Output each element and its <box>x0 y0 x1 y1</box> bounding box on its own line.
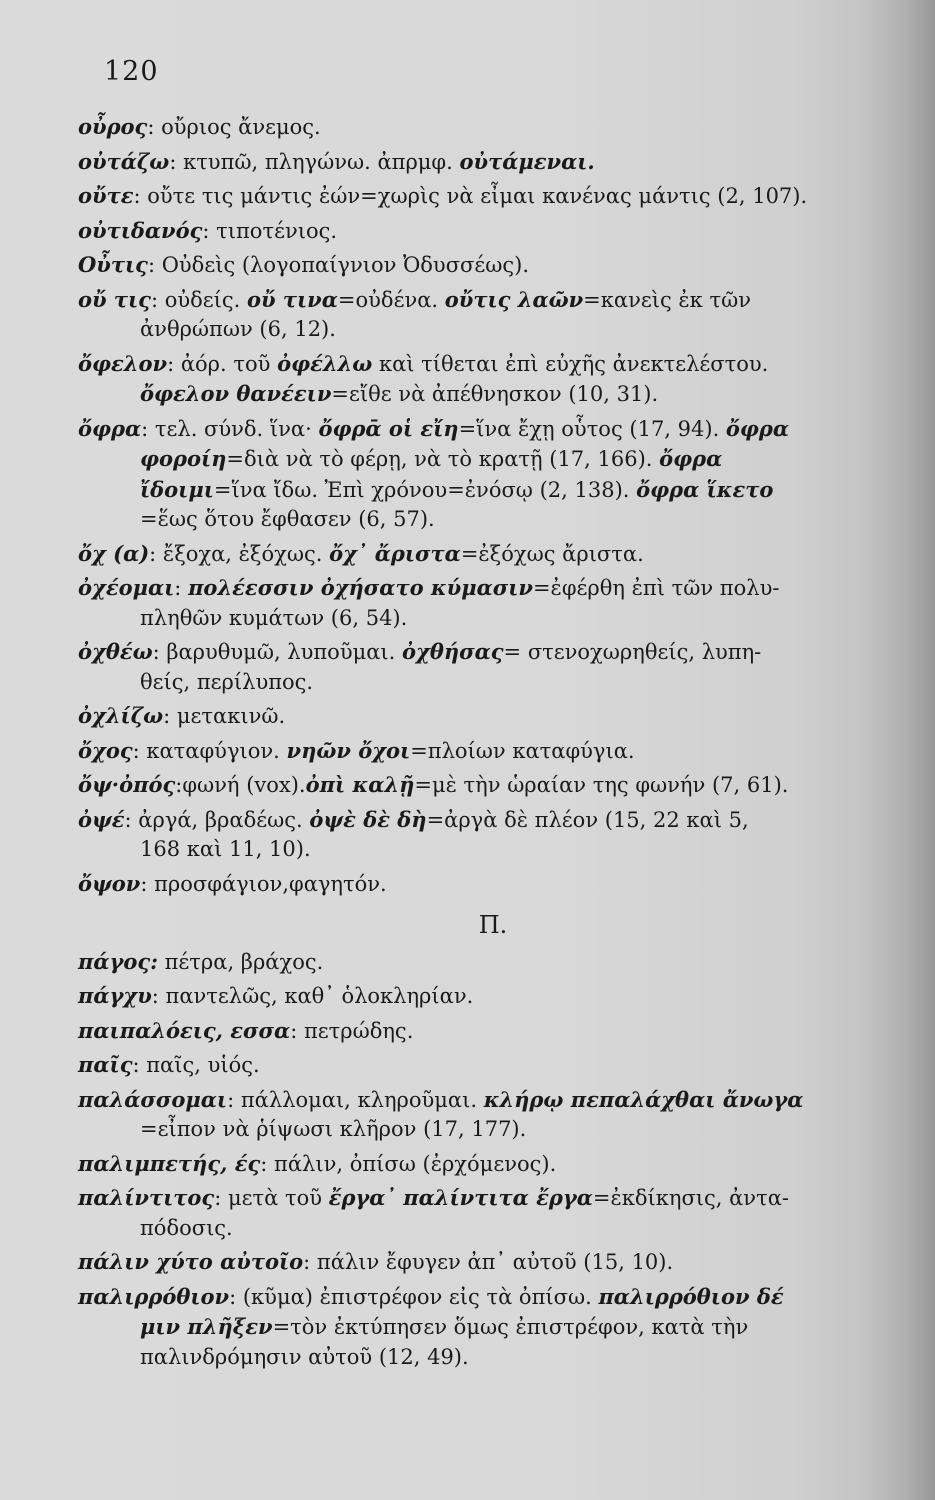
entry-continuation-line <box>78 1312 878 1343</box>
entry-definition-text: : βαρυθυμῶ, λυποῦμαι. <box>152 640 403 664</box>
entry-line <box>78 1016 878 1047</box>
entry-phrase: φορoίη <box>140 446 227 471</box>
entry-definition-text: : οὔριος ἄνεμος. <box>147 115 321 139</box>
entry-headword: ὀχλίζω <box>78 703 164 728</box>
entry-headword: οὐτιδανός <box>78 217 203 243</box>
entry-line <box>78 981 878 1012</box>
entry-headword: παιπαλόεις, εσσα <box>78 1017 291 1043</box>
entry-phrase: οὔ τινα <box>247 286 338 312</box>
entry-definition-text: = στενοχωρηθείς, λυπη- <box>503 640 762 664</box>
dictionary-entry <box>78 1183 878 1243</box>
dictionary-entry <box>78 947 878 978</box>
entry-phrase: ὄφρα <box>659 446 723 471</box>
dictionary-entry <box>78 349 878 410</box>
entry-phrase: ὄφρα <box>725 415 790 441</box>
dictionary-entry <box>78 573 878 633</box>
entry-line <box>78 805 878 836</box>
entry-continuation-line <box>78 668 878 698</box>
entry-headword: οὐτάζω <box>78 148 170 174</box>
dictionary-entry <box>78 701 878 732</box>
entry-continuation-line <box>78 315 878 345</box>
entry-definition-text: =τὸν ἐκτύπησεν ὅμως ἐπιστρέφον, κατὰ τὴν <box>272 1315 749 1339</box>
entry-line <box>78 637 878 668</box>
entries-omicron <box>78 112 878 899</box>
entry-continuation-line <box>78 1343 878 1373</box>
entry-headword: πάγος: <box>78 948 158 974</box>
entry-definition-text: : οὔτε τις μάντις ἐών=χωρὶς νὰ εἶμαι κανένας μάντις (2, 107). <box>133 184 808 208</box>
entry-line <box>78 947 878 978</box>
entry-headword: πάλιν χύτο αὐτοῖο <box>78 1249 304 1274</box>
entry-phrase: ὀφέλλω <box>277 350 373 376</box>
dictionary-entry <box>78 805 878 865</box>
entry-definition-text: : καταφύγιον. <box>132 738 287 763</box>
page-number: 120 <box>104 56 159 87</box>
entry-continuation-line <box>78 505 878 535</box>
dictionary-entry <box>78 216 878 247</box>
entry-continuation-line <box>78 379 878 410</box>
dictionary-entry <box>78 1085 878 1145</box>
entry-line <box>78 147 878 178</box>
entry-headword: παλιμπετής, ές <box>78 1150 261 1176</box>
entry-line <box>78 1247 878 1278</box>
entry-continuation-line <box>78 835 878 865</box>
entry-headword: οὔ τις <box>78 286 151 312</box>
dictionary-entry <box>78 1149 878 1180</box>
entry-line <box>78 285 878 316</box>
entry-headword: ὀψέ <box>78 806 125 832</box>
entry-phrase: κλήρῳ πεπαλάχθαι ἄνωγα <box>483 1086 804 1112</box>
entry-definition-text: καὶ τίθεται ἐπὶ εὐχῆς ἀνεκτελέστου. <box>372 351 769 376</box>
entry-phrase: παλιρρόθιον δέ <box>598 1283 784 1309</box>
entry-line <box>78 573 878 604</box>
entry-definition-text: παλινδρόμησιν αὐτοῦ (12, 49). <box>140 1344 469 1369</box>
entry-definition-text: : μετακινῶ. <box>163 704 286 728</box>
entry-phrase: ἴδοιμι <box>140 476 214 502</box>
dictionary-entry <box>78 1247 878 1278</box>
entry-definition-text: : ἀόρ. τοῦ <box>167 351 278 376</box>
entry-line <box>78 1085 878 1116</box>
entry-definition-text: : ἀργά, βραδέως. <box>124 807 310 832</box>
entry-phrase: οὔτις λαῶν <box>444 286 584 312</box>
entry-continuation-line <box>78 444 878 475</box>
entry-definition-text: : Οὐδεὶς (λογοπαίγνιον Ὀδυσσέως). <box>147 253 529 277</box>
entry-phrase: νηῶν ὄχοι <box>286 737 411 763</box>
entry-phrase: οὐτάμεναι. <box>459 148 595 174</box>
entry-definition-text: :φωνή (vox). <box>175 773 306 797</box>
entry-line <box>78 414 878 445</box>
dictionary-entry <box>78 637 878 697</box>
entry-line <box>78 539 878 570</box>
entry-phrase: ὄχ᾽ ἄριστα <box>329 540 461 566</box>
entry-definition-text: πληθῶν κυμάτων (6, 54). <box>140 605 408 630</box>
entry-headword: παλιρρόθιον <box>78 1283 230 1309</box>
section-letter: Π. <box>478 911 508 939</box>
entry-definition-text: : πάλιν ἔφυγεν ἀπ᾽ αὐτοῦ (15, 10). <box>303 1250 674 1274</box>
entry-continuation-line <box>78 604 878 634</box>
entry-definition-text: =ἵνα ἔχῃ οὗτος (17, 94). <box>458 416 726 441</box>
entry-phrase: ἔργα᾽ παλίντιτα ἔργα <box>328 1185 593 1210</box>
entry-definition-text: πέτρα, βράχος. <box>157 949 324 974</box>
entry-phrase: πολέεσσιν ὀχήσατο κύμασιν <box>188 575 533 600</box>
entry-line <box>78 1050 878 1081</box>
dictionary-entry <box>78 112 878 143</box>
entry-headword: Οὖτις <box>78 252 148 277</box>
entry-line <box>78 216 878 247</box>
dictionary-entry <box>78 285 878 345</box>
entry-phrase: ὄφελον θανέειν <box>140 381 332 406</box>
dictionary-entry <box>78 736 878 767</box>
entry-definition-text: ἀνθρώπων (6, 12). <box>140 317 336 341</box>
entry-definition-text: : οὐδείς. <box>150 287 247 312</box>
entry-line <box>78 250 878 281</box>
entry-phrase: μιν πλῆξεν <box>140 1314 273 1339</box>
entry-definition-text: =πλοίων καταφύγια. <box>410 738 635 763</box>
entry-continuation-line <box>78 1214 878 1244</box>
entry-phrase: ὄφρα ἵκετο <box>636 476 774 502</box>
entry-line <box>78 349 878 380</box>
entry-phrase: ὄφρᾱ οἱ εἴη <box>318 415 459 441</box>
dictionary-entry <box>78 250 878 281</box>
entry-definition-text: =εἶπον νὰ ῥίψωσι κλῆρον (17, 177). <box>140 1117 527 1141</box>
entry-line <box>78 1282 878 1313</box>
entry-headword: οὔτε <box>78 183 134 208</box>
entry-line <box>78 770 878 801</box>
dictionary-entry <box>78 1282 878 1373</box>
entry-definition-text: : <box>174 576 189 600</box>
entry-definition-text: 168 καὶ 11, 10). <box>140 837 311 861</box>
entry-definition-text: : (κῦμα) ἐπιστρέφον εἰς τὰ ὀπίσω. <box>229 1284 599 1309</box>
entry-definition-text: : κτυπῶ, πληγώνω. ἀπρμφ. <box>169 149 460 174</box>
entry-headword: οὖρος <box>78 114 148 139</box>
entry-phrase: ὀχθήσας <box>402 639 504 664</box>
entry-definition-text: : παντελῶς, καθ᾽ ὁλοκληρίαν. <box>151 984 474 1008</box>
dictionary-entry <box>78 147 878 178</box>
entry-headword: παλίντιτος <box>78 1185 215 1210</box>
entry-definition-text: θείς, περίλυπος. <box>140 669 314 694</box>
entry-definition-text: : τιποτένιος. <box>202 218 338 243</box>
entry-definition-text: : τελ. σύνδ. ἵνα· <box>141 416 319 441</box>
entry-definition-text: =ἐξόχως ἄριστα. <box>460 541 644 566</box>
dictionary-entry <box>78 1016 878 1047</box>
entry-headword: πάγχυ <box>78 983 152 1008</box>
dictionary-entry <box>78 770 878 801</box>
entry-headword: ὄφελον <box>78 350 168 376</box>
entry-definition-text: : πάλιν, ὀπίσω (ἐρχόμενος). <box>260 1151 557 1176</box>
entry-phrase: ὀψὲ δὲ δὴ <box>309 806 427 832</box>
entry-line <box>78 1149 878 1180</box>
dictionary-entry <box>78 181 878 212</box>
entry-definition-text: =ἐφέρθη ἐπὶ τῶν πολυ- <box>532 576 780 600</box>
entry-phrase: ὀπὶ καλῇ <box>305 772 415 797</box>
entry-headword: ὄψον <box>78 870 141 896</box>
dictionary-entry <box>78 1050 878 1081</box>
entry-headword: ὄφρα <box>78 415 142 441</box>
entry-definition-text: =κανεὶς ἐκ τῶν <box>583 287 751 312</box>
entry-definition-text: =μὲ τὴν ὡραίαν της φωνήν (7, 61). <box>414 773 789 797</box>
dictionary-entry <box>78 414 878 535</box>
entry-definition-text: =ἐκδίκησις, ἀντα- <box>592 1186 789 1210</box>
entry-headword: ὀχθέω <box>78 639 153 664</box>
entry-continuation-line <box>78 475 878 506</box>
entry-headword: ὄχ (α) <box>78 540 150 566</box>
entry-definition-text: =ἀργὰ δὲ πλέον (15, 22 καὶ 5, <box>426 807 749 832</box>
dictionary-entry <box>78 869 878 900</box>
entry-line <box>78 869 878 900</box>
entry-line <box>78 701 878 732</box>
entry-definition-text: =οὐδένα. <box>337 287 445 312</box>
entry-headword: ὄχος <box>78 737 133 763</box>
entry-definition-text: =ἵνα ἴδω. Ἐπὶ χρόνου=ἐνόσῳ (2, 138). <box>213 477 637 502</box>
dictionary-entry <box>78 539 878 570</box>
entry-line <box>78 112 878 143</box>
entry-headword: παῖς <box>78 1052 133 1077</box>
entry-definition-text: : μετὰ τοῦ <box>214 1186 329 1210</box>
entry-definition-text: : πάλλομαι, κληροῦμαι. <box>227 1087 484 1112</box>
entry-continuation-line <box>78 1115 878 1145</box>
entry-definition-text: =διὰ νὰ τὸ φέρῃ, νὰ τὸ κρατῇ (17, 166). <box>226 447 660 471</box>
dictionary-entry <box>78 981 878 1012</box>
dictionary-content <box>78 112 878 1376</box>
entry-line <box>78 736 878 767</box>
entry-definition-text: : παῖς, υἱός. <box>132 1053 260 1077</box>
entries-pi <box>78 947 878 1373</box>
entry-headword: ὄψ·ὀπός <box>78 772 176 797</box>
entry-definition-text: : πετρώδης. <box>290 1018 414 1043</box>
entry-definition-text: =εἴθε νὰ ἀπέθνησκον (10, 31). <box>331 382 659 406</box>
entry-definition-text: =ἕως ὅτου ἔφθασεν (6, 57). <box>140 507 435 531</box>
entry-line <box>78 181 878 212</box>
entry-line <box>78 1183 878 1214</box>
entry-headword: παλάσσομαι <box>78 1086 228 1112</box>
entry-definition-text: : προσφάγιον,φαγητόν. <box>140 871 387 896</box>
entry-headword: ὀχέομαι <box>78 575 175 600</box>
entry-definition-text: : ἔξοχα, ἐξόχως. <box>149 541 330 566</box>
entry-definition-text: πόδοσις. <box>140 1215 233 1240</box>
